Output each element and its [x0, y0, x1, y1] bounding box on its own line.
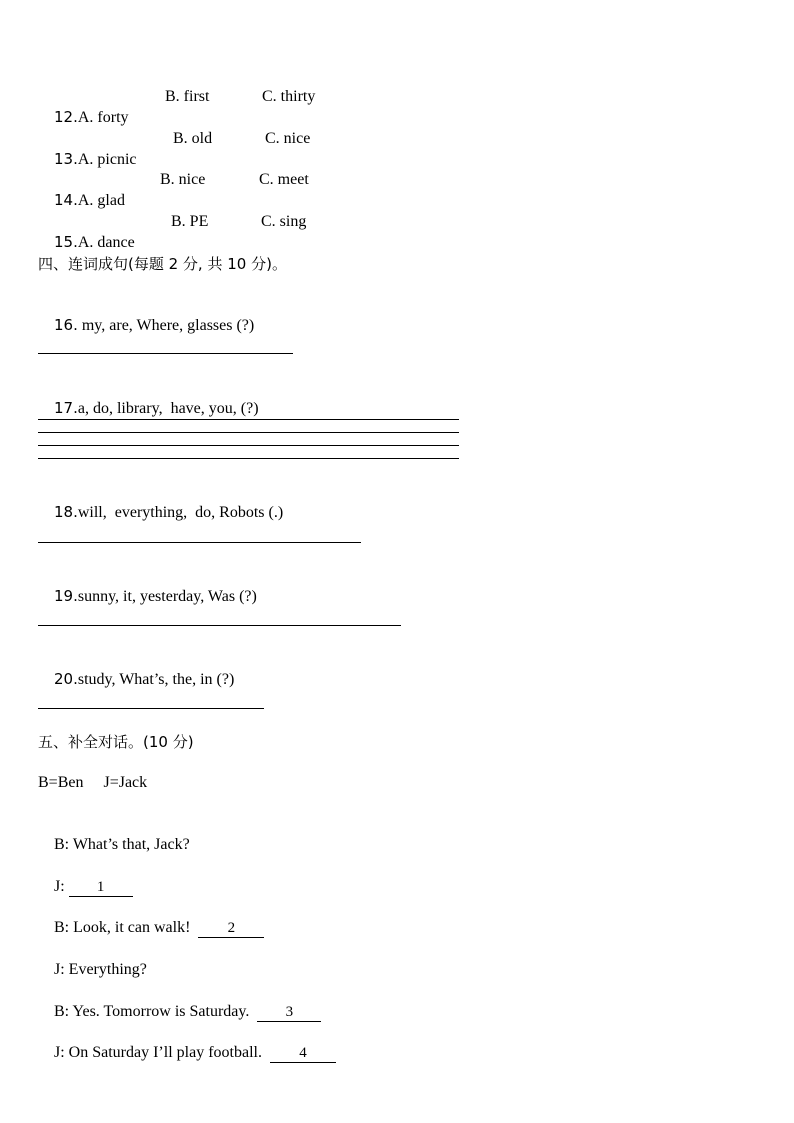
question-text: a, do, library, have, you, (?): [77, 400, 259, 417]
question-number: 20.: [54, 670, 78, 688]
question-17: [38, 378, 259, 439]
dialogue-text: J: Everything?: [54, 961, 147, 978]
option-a: A. glad: [77, 192, 125, 209]
answer-line: [38, 625, 401, 626]
dialogue-text: B: Look, it can walk!: [54, 919, 199, 936]
option-b: B. old: [173, 130, 213, 147]
question-number: 18.: [54, 503, 78, 521]
answer-line: [38, 708, 264, 709]
dialogue-text: J: On Saturday I’ll play football.: [54, 1044, 270, 1061]
option-c: C. meet: [259, 171, 309, 188]
answer-line: [38, 542, 361, 543]
dialogue-line-6: [38, 1023, 336, 1083]
question-text: my, are, Where, glasses (?): [77, 317, 255, 334]
answer-line: [38, 419, 459, 420]
question-number: 19.: [54, 587, 78, 605]
answer-line: [38, 353, 293, 354]
answer-line: [38, 432, 459, 433]
question-number: 13.: [54, 150, 78, 168]
section-4-heading: 四、连词成句(每题 2 分, 共 10 分)。: [38, 255, 287, 273]
question-number: 16.: [54, 316, 78, 334]
question-19: [38, 566, 257, 627]
question-16: [38, 295, 254, 356]
question-number: 17.: [54, 399, 78, 417]
option-b: B. nice: [160, 171, 206, 188]
question-number: 14.: [54, 191, 78, 209]
blank-1[interactable]: 1: [69, 879, 133, 897]
option-c: C. nice: [265, 130, 311, 147]
blank-3[interactable]: 3: [257, 1004, 321, 1022]
question-text: will, everything, do, Robots (.): [77, 504, 284, 521]
question-20: [38, 649, 234, 710]
option-b: B. first: [165, 88, 210, 105]
blank-2[interactable]: 2: [198, 920, 264, 938]
section-5-heading: 五、补全对话。(10 分): [38, 733, 194, 751]
blank-4[interactable]: 4: [270, 1045, 336, 1063]
question-text: study, What’s, the, in (?): [77, 671, 235, 688]
dialogue-roles: B=Ben J=Jack: [38, 774, 148, 791]
option-b: B. PE: [171, 213, 209, 230]
dialogue-text: B: Yes. Tomorrow is Saturday.: [54, 1003, 258, 1020]
option-c: C. thirty: [262, 88, 316, 105]
option-a: A. forty: [77, 109, 129, 126]
dialogue-text: B: What’s that, Jack?: [54, 836, 190, 853]
option-a: A. picnic: [77, 151, 137, 168]
dialogue-text: J:: [54, 878, 69, 895]
question-18: [38, 482, 283, 543]
option-c: C. sing: [261, 213, 307, 230]
question-text: sunny, it, yesterday, Was (?): [77, 588, 257, 605]
option-a: A. dance: [77, 234, 135, 251]
answer-line: [38, 458, 459, 459]
question-number: 12.: [54, 108, 78, 126]
question-number: 15.: [54, 233, 78, 251]
answer-line: [38, 445, 459, 446]
